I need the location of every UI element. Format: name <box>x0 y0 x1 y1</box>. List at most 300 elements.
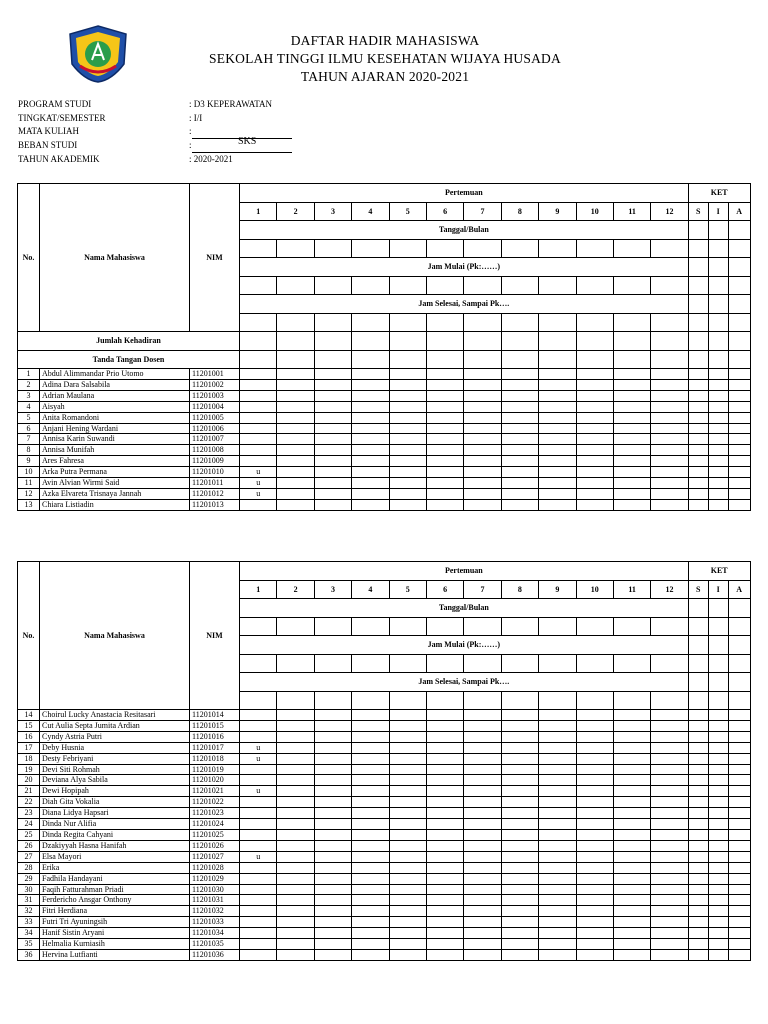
empty-cell <box>277 239 314 258</box>
student-name: Hervina Lutfianti <box>40 949 190 960</box>
empty-cell <box>314 332 351 351</box>
student-name: Dzakiyyah Hasna Hanifah <box>40 840 190 851</box>
empty-cell <box>728 753 750 764</box>
empty-cell <box>539 276 576 295</box>
empty-cell <box>688 691 708 710</box>
empty-cell <box>539 786 576 797</box>
empty-cell <box>708 884 728 895</box>
empty-cell <box>314 906 351 917</box>
empty-cell <box>464 445 501 456</box>
empty-cell <box>314 939 351 950</box>
student-name: Azka Elvareta Trisnaya Jannah <box>40 488 190 499</box>
student-nim: 11201036 <box>190 949 240 960</box>
empty-cell <box>352 369 389 380</box>
empty-cell <box>389 445 426 456</box>
table-row <box>18 434 751 445</box>
empty-cell <box>277 499 314 510</box>
empty-cell <box>277 488 314 499</box>
empty-cell <box>613 445 650 456</box>
empty-cell <box>426 478 463 489</box>
empty-cell <box>464 276 501 295</box>
meeting-number: 4 <box>352 580 389 599</box>
empty-cell <box>576 753 613 764</box>
attendance-mark <box>240 928 277 939</box>
empty-cell <box>314 239 351 258</box>
header-nim: NIM <box>190 562 240 710</box>
empty-cell <box>426 829 463 840</box>
empty-cell <box>688 636 708 655</box>
empty-cell <box>688 313 708 332</box>
empty-cell <box>688 617 708 636</box>
empty-cell <box>314 720 351 731</box>
empty-cell <box>314 873 351 884</box>
empty-cell <box>314 710 351 721</box>
attendance-mark <box>240 895 277 906</box>
student-no: 21 <box>18 786 40 797</box>
attendance-mark <box>240 390 277 401</box>
attendance-mark <box>240 412 277 423</box>
empty-cell <box>688 742 708 753</box>
empty-cell <box>728 390 750 401</box>
empty-cell <box>314 731 351 742</box>
empty-cell <box>651 445 688 456</box>
meeting-number: 12 <box>651 202 688 221</box>
header-nama-mahasiswa: Nama Mahasiswa <box>40 562 190 710</box>
student-name: Desty Febriyani <box>40 753 190 764</box>
empty-cell <box>389 276 426 295</box>
empty-cell <box>352 423 389 434</box>
empty-cell <box>501 786 538 797</box>
empty-cell <box>688 797 708 808</box>
empty-cell <box>613 691 650 710</box>
empty-cell <box>708 939 728 950</box>
empty-cell <box>539 654 576 673</box>
empty-cell <box>501 445 538 456</box>
empty-cell <box>728 617 750 636</box>
meeting-number: 12 <box>651 580 688 599</box>
empty-cell <box>651 753 688 764</box>
attendance-mark <box>240 829 277 840</box>
student-nim: 11201029 <box>190 873 240 884</box>
empty-cell <box>576 710 613 721</box>
empty-cell <box>728 467 750 478</box>
empty-cell <box>613 499 650 510</box>
empty-cell <box>277 276 314 295</box>
empty-cell <box>501 467 538 478</box>
empty-cell <box>708 895 728 906</box>
empty-cell <box>389 423 426 434</box>
empty-cell <box>352 753 389 764</box>
empty-cell <box>613 819 650 830</box>
empty-cell <box>688 949 708 960</box>
empty-cell <box>501 720 538 731</box>
student-no: 4 <box>18 401 40 412</box>
empty-cell <box>688 654 708 673</box>
empty-cell <box>539 350 576 369</box>
empty-cell <box>352 350 389 369</box>
meeting-number: 2 <box>277 202 314 221</box>
student-nim: 11201018 <box>190 753 240 764</box>
empty-cell <box>352 764 389 775</box>
empty-cell <box>576 939 613 950</box>
empty-cell <box>352 819 389 830</box>
student-no: 19 <box>18 764 40 775</box>
empty-cell <box>728 720 750 731</box>
header-tanggal: Tanggal/Bulan <box>240 221 689 240</box>
empty-cell <box>613 350 650 369</box>
table-row <box>18 775 751 786</box>
empty-cell <box>314 775 351 786</box>
empty-cell <box>613 949 650 960</box>
empty-cell <box>708 786 728 797</box>
student-no: 15 <box>18 720 40 731</box>
empty-cell <box>651 928 688 939</box>
tanda-tangan-dosen: Tanda Tangan Dosen <box>18 350 240 369</box>
empty-cell <box>688 467 708 478</box>
empty-cell <box>501 884 538 895</box>
empty-cell <box>576 467 613 478</box>
empty-cell <box>688 939 708 950</box>
empty-cell <box>426 654 463 673</box>
student-nim: 11201035 <box>190 939 240 950</box>
empty-cell <box>464 764 501 775</box>
empty-cell <box>539 313 576 332</box>
empty-cell <box>728 786 750 797</box>
empty-cell <box>728 434 750 445</box>
empty-cell <box>728 840 750 851</box>
empty-cell <box>464 710 501 721</box>
empty-cell <box>277 939 314 950</box>
student-no: 17 <box>18 742 40 753</box>
student-no: 6 <box>18 423 40 434</box>
empty-cell <box>708 764 728 775</box>
student-nim: 11201031 <box>190 895 240 906</box>
table-row <box>18 819 751 830</box>
empty-cell <box>464 617 501 636</box>
empty-cell <box>352 239 389 258</box>
empty-cell <box>688 423 708 434</box>
student-no: 23 <box>18 808 40 819</box>
empty-cell <box>464 350 501 369</box>
empty-cell <box>352 467 389 478</box>
empty-cell <box>576 949 613 960</box>
empty-cell <box>688 775 708 786</box>
empty-cell <box>708 313 728 332</box>
table-row <box>18 445 751 456</box>
info-label: PROGRAM STUDI <box>18 99 92 109</box>
empty-cell <box>277 775 314 786</box>
attendance-mark <box>240 808 277 819</box>
student-name: Deby Husnia <box>40 742 190 753</box>
empty-cell <box>389 862 426 873</box>
empty-cell <box>708 401 728 412</box>
empty-cell <box>708 445 728 456</box>
empty-cell <box>613 829 650 840</box>
empty-cell <box>651 332 688 351</box>
empty-cell <box>501 764 538 775</box>
student-name: Anita Romandoni <box>40 412 190 423</box>
empty-cell <box>651 786 688 797</box>
empty-cell <box>539 499 576 510</box>
student-nim: 11201005 <box>190 412 240 423</box>
empty-cell <box>728 369 750 380</box>
empty-cell <box>389 499 426 510</box>
empty-cell <box>314 412 351 423</box>
empty-cell <box>576 445 613 456</box>
empty-cell <box>651 720 688 731</box>
empty-cell <box>352 456 389 467</box>
empty-cell <box>426 691 463 710</box>
empty-cell <box>426 276 463 295</box>
empty-cell <box>314 808 351 819</box>
empty-cell <box>708 851 728 862</box>
empty-cell <box>464 379 501 390</box>
empty-cell <box>501 797 538 808</box>
empty-cell <box>708 390 728 401</box>
empty-cell <box>464 499 501 510</box>
attendance-table-1 <box>17 183 751 511</box>
student-no: 1 <box>18 369 40 380</box>
empty-cell <box>651 412 688 423</box>
empty-cell <box>277 753 314 764</box>
empty-cell <box>426 775 463 786</box>
empty-cell <box>464 917 501 928</box>
empty-cell <box>708 819 728 830</box>
empty-cell <box>277 654 314 673</box>
empty-cell <box>613 742 650 753</box>
empty-cell <box>277 873 314 884</box>
student-no: 8 <box>18 445 40 456</box>
student-no: 12 <box>18 488 40 499</box>
empty-cell <box>389 840 426 851</box>
attendance-mark <box>240 423 277 434</box>
empty-cell <box>314 434 351 445</box>
empty-cell <box>389 350 426 369</box>
empty-cell <box>613 313 650 332</box>
empty-cell <box>314 313 351 332</box>
empty-cell <box>426 939 463 950</box>
ket-column: S <box>688 202 708 221</box>
table-row <box>18 884 751 895</box>
empty-cell <box>352 731 389 742</box>
table-row <box>18 851 751 862</box>
student-no: 22 <box>18 797 40 808</box>
empty-cell <box>501 851 538 862</box>
info-value: : <box>189 140 192 151</box>
empty-cell <box>651 691 688 710</box>
empty-cell <box>728 332 750 351</box>
empty-cell <box>688 599 708 618</box>
table-row <box>18 401 751 412</box>
empty-cell <box>464 851 501 862</box>
student-nim: 11201030 <box>190 884 240 895</box>
empty-cell <box>576 456 613 467</box>
empty-cell <box>576 401 613 412</box>
table-row <box>18 928 751 939</box>
empty-cell <box>651 710 688 721</box>
empty-cell <box>688 862 708 873</box>
attendance-mark: u <box>240 753 277 764</box>
empty-cell <box>613 379 650 390</box>
student-name: Ferdericho Ansgar Onthony <box>40 895 190 906</box>
student-name: Abdul Alimmandar Prio Utomo <box>40 369 190 380</box>
empty-cell <box>576 808 613 819</box>
table-row <box>18 906 751 917</box>
empty-cell <box>613 928 650 939</box>
student-nim: 11201016 <box>190 731 240 742</box>
student-name: Dinda Nur Alifia <box>40 819 190 830</box>
title-line-2: SEKOLAH TINGGI ILMU KESEHATAN WIJAYA HUSADA <box>209 51 561 66</box>
empty-cell <box>426 928 463 939</box>
empty-cell <box>651 379 688 390</box>
empty-cell <box>708 797 728 808</box>
empty-cell <box>576 488 613 499</box>
empty-cell <box>426 617 463 636</box>
empty-cell <box>501 928 538 939</box>
student-name: Choirul Lucky Anastacia Resitasari <box>40 710 190 721</box>
student-name: Helmalia Kurniasih <box>40 939 190 950</box>
empty-cell <box>426 369 463 380</box>
info-label: TINGKAT/SEMESTER <box>18 112 106 123</box>
empty-cell <box>688 295 708 314</box>
empty-cell <box>688 276 708 295</box>
empty-cell <box>688 412 708 423</box>
empty-cell <box>539 239 576 258</box>
student-name: Elsa Mayori <box>40 851 190 862</box>
empty-cell <box>352 720 389 731</box>
school-emblem-icon <box>66 24 130 84</box>
empty-cell <box>426 350 463 369</box>
empty-cell <box>728 949 750 960</box>
header-nama-mahasiswa: Nama Mahasiswa <box>40 184 190 332</box>
empty-cell <box>389 710 426 721</box>
empty-cell <box>314 895 351 906</box>
empty-cell <box>708 731 728 742</box>
empty-cell <box>426 753 463 764</box>
empty-cell <box>389 775 426 786</box>
empty-cell <box>539 710 576 721</box>
empty-cell <box>314 369 351 380</box>
empty-cell <box>314 764 351 775</box>
empty-cell <box>314 819 351 830</box>
empty-cell <box>501 313 538 332</box>
empty-cell <box>651 456 688 467</box>
empty-cell <box>464 775 501 786</box>
empty-cell <box>576 499 613 510</box>
empty-cell <box>426 917 463 928</box>
meeting-number: 3 <box>314 580 351 599</box>
empty-cell <box>728 478 750 489</box>
empty-cell <box>277 829 314 840</box>
empty-cell <box>389 939 426 950</box>
empty-cell <box>651 808 688 819</box>
sks-label: SKS <box>238 136 257 147</box>
attendance-mark <box>240 917 277 928</box>
empty-cell <box>277 917 314 928</box>
table-row <box>18 710 751 721</box>
empty-cell <box>651 617 688 636</box>
ket-column: A <box>728 580 750 599</box>
empty-cell <box>576 917 613 928</box>
empty-cell <box>277 710 314 721</box>
empty-cell <box>708 295 728 314</box>
table-row <box>18 949 751 960</box>
empty-cell <box>314 488 351 499</box>
empty-cell <box>426 862 463 873</box>
empty-cell <box>277 720 314 731</box>
student-nim: 11201015 <box>190 720 240 731</box>
attendance-mark <box>240 873 277 884</box>
empty-cell <box>539 456 576 467</box>
empty-cell <box>576 775 613 786</box>
empty-cell <box>539 797 576 808</box>
empty-cell <box>464 786 501 797</box>
info-value: : D3 KEPERAWATAN <box>189 99 273 109</box>
empty-cell <box>352 710 389 721</box>
empty-cell <box>314 797 351 808</box>
student-no: 20 <box>18 775 40 786</box>
empty-cell <box>613 467 650 478</box>
empty-cell <box>501 862 538 873</box>
empty-cell <box>277 434 314 445</box>
empty-cell <box>464 488 501 499</box>
student-nim: 11201021 <box>190 786 240 797</box>
empty-cell <box>501 401 538 412</box>
empty-cell <box>501 949 538 960</box>
empty-cell <box>352 379 389 390</box>
empty-cell <box>352 478 389 489</box>
empty-cell <box>728 313 750 332</box>
student-nim: 11201009 <box>190 456 240 467</box>
empty-cell <box>426 949 463 960</box>
attendance-mark <box>240 369 277 380</box>
empty-cell <box>576 840 613 851</box>
meeting-number: 7 <box>464 202 501 221</box>
empty-cell <box>688 917 708 928</box>
empty-cell <box>576 313 613 332</box>
empty-cell <box>426 445 463 456</box>
empty-cell <box>728 499 750 510</box>
empty-cell <box>464 873 501 884</box>
empty-cell <box>708 906 728 917</box>
info-label: BEBAN STUDI <box>18 140 78 151</box>
empty-cell <box>501 390 538 401</box>
student-nim: 11201022 <box>190 797 240 808</box>
meeting-number: 10 <box>576 202 613 221</box>
header-ket: KET <box>688 562 750 581</box>
empty-cell <box>728 808 750 819</box>
student-nim: 11201026 <box>190 840 240 851</box>
empty-cell <box>314 401 351 412</box>
empty-cell <box>539 808 576 819</box>
empty-cell <box>539 928 576 939</box>
empty-cell <box>426 456 463 467</box>
empty-cell <box>576 851 613 862</box>
table-row <box>18 917 751 928</box>
empty-cell <box>464 691 501 710</box>
meeting-number: 9 <box>539 580 576 599</box>
empty-cell <box>688 764 708 775</box>
empty-cell <box>708 239 728 258</box>
table-row <box>18 390 751 401</box>
empty-cell <box>576 928 613 939</box>
empty-cell <box>688 720 708 731</box>
empty-cell <box>728 258 750 277</box>
empty-cell <box>688 445 708 456</box>
empty-cell <box>651 884 688 895</box>
table-row <box>18 797 751 808</box>
table-row <box>18 808 751 819</box>
